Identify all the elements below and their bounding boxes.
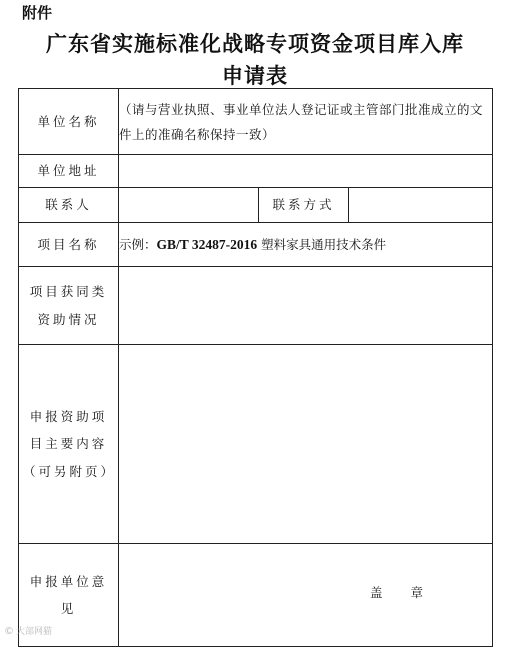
row-contact bbox=[19, 188, 493, 223]
project-name-label: 项目名称 bbox=[19, 223, 119, 267]
contact-method-label: 联系方式 bbox=[259, 188, 349, 223]
unit-name-label: 单位名称 bbox=[19, 89, 119, 155]
row-unit-address bbox=[19, 155, 493, 188]
watermark-text: 大部网猫 bbox=[16, 627, 53, 637]
unit-opinion-label: 申报单位意见 bbox=[19, 544, 119, 647]
contact-person-label: 联系人 bbox=[19, 188, 119, 223]
project-name-field[interactable] bbox=[119, 223, 493, 267]
main-content-label: 申报资助项目主要内容（可另附页） bbox=[19, 345, 119, 544]
unit-name-note: （请与营业执照、事业单位法人登记证或主管部门批准成立的文件上的准确名称保持一致） bbox=[119, 101, 484, 142]
unit-address-field[interactable] bbox=[119, 155, 493, 188]
seal-label: 盖 章 bbox=[370, 585, 426, 600]
funding-history-field[interactable] bbox=[119, 267, 493, 345]
main-content-field[interactable] bbox=[119, 345, 493, 544]
contact-method-field[interactable] bbox=[349, 188, 493, 223]
watermark bbox=[4, 624, 52, 637]
row-funding-history bbox=[19, 267, 493, 345]
unit-name-field[interactable] bbox=[119, 89, 493, 155]
attachment-label: 附件 bbox=[22, 4, 53, 22]
form-title-line2: 申请表 bbox=[222, 64, 288, 88]
example-standard-code: GB/T 32487-2016 bbox=[156, 236, 258, 252]
row-project-name bbox=[19, 223, 493, 267]
example-prefix: 示例： bbox=[119, 236, 157, 252]
weibo-icon: © bbox=[4, 626, 14, 637]
example-standard-title: 塑料家具通用技术条件 bbox=[261, 236, 387, 252]
unit-address-label: 单位地址 bbox=[19, 155, 119, 188]
funding-history-label: 项目获同类资助情况 bbox=[19, 267, 119, 345]
row-unit-name bbox=[19, 89, 493, 155]
form-title: 广东省实施标准化战略专项资金项目库入库 bbox=[46, 32, 464, 56]
application-form-table bbox=[18, 88, 493, 647]
contact-person-field[interactable] bbox=[119, 188, 259, 223]
unit-opinion-field[interactable] bbox=[119, 544, 493, 647]
row-main-content bbox=[19, 345, 493, 544]
